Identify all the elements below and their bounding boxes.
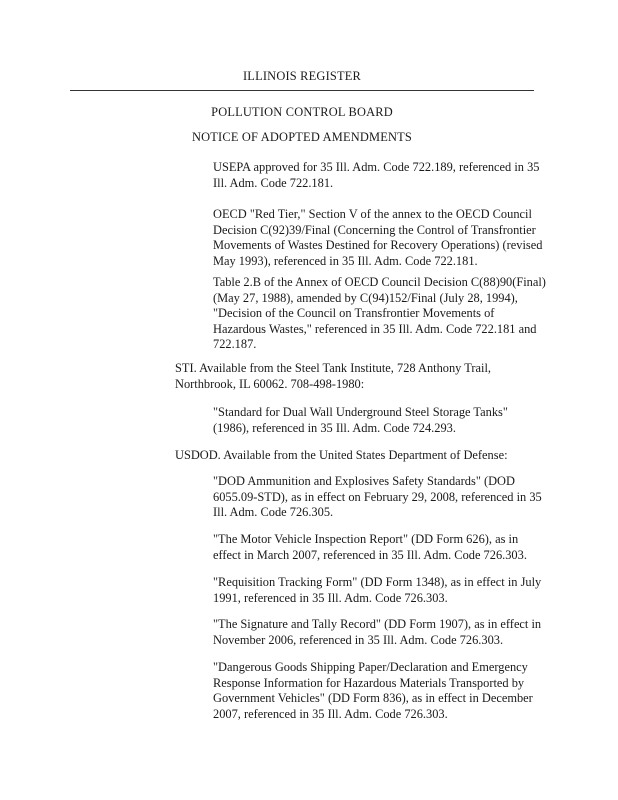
entry-line: effect in March 2007, referenced in 35 Ill. Adm. Code 726.303. bbox=[213, 547, 527, 562]
entry-line: Movements of Wastes Destined for Recovery Operations) (revised bbox=[213, 238, 543, 253]
entry-signature-tally bbox=[213, 617, 541, 648]
entry-sti-source bbox=[175, 361, 491, 392]
entry-line: Response Information for Hazardous Materials Transported by bbox=[213, 675, 525, 690]
entry-line: Decision C(92)39/Final (Concerning the Control of Transfrontier bbox=[213, 222, 536, 237]
entry-line: May 1993), referenced in 35 Ill. Adm. Code 722.181. bbox=[213, 253, 478, 268]
entry-line: Northbrook, IL 60062. 708-498-1980: bbox=[175, 376, 365, 391]
entry-line: Ill. Adm. Code 726.305. bbox=[213, 505, 334, 520]
board-name: POLLUTION CONTROL BOARD bbox=[211, 105, 393, 119]
entry-usepa-refs bbox=[213, 160, 539, 191]
entry-line: "The Signature and Tally Record" (DD Form 1907), as in effect in bbox=[213, 617, 542, 631]
entry-line: 1991, referenced in 35 Ill. Adm. Code 726.303. bbox=[213, 590, 448, 605]
entry-line: Government Vehicles" (DD Form 836), as in effect in December bbox=[213, 691, 533, 706]
entry-line: "DOD Ammunition and Explosives Safety Standards" (DOD bbox=[213, 474, 515, 488]
entry-sti-standard bbox=[213, 405, 508, 436]
register-title: ILLINOIS REGISTER bbox=[242, 69, 361, 83]
entry-line: Ill. Adm. Code 722.181. bbox=[213, 175, 334, 190]
entry-line: "Decision of the Council on Transfrontier Movements of bbox=[213, 306, 495, 321]
entry-dangerous-goods bbox=[213, 660, 533, 722]
entry-line: 722.187. bbox=[213, 337, 257, 352]
entry-line: 6055.09-STD), as in effect on February 29, 2008, referenced in 35 bbox=[213, 489, 542, 504]
entry-requisition bbox=[213, 575, 541, 606]
entry-line: "Requisition Tracking Form" (DD Form 1348), as in effect in July bbox=[213, 575, 542, 589]
entry-line: (May 27, 1988), amended by C(94)152/Final (July 28, 1994), bbox=[213, 290, 518, 305]
notice-title: NOTICE OF ADOPTED AMENDMENTS bbox=[191, 130, 413, 144]
entry-line: Hazardous Wastes," referenced in 35 Ill. Adm. Code 722.181 and bbox=[213, 321, 537, 336]
entry-line: USEPA approved for 35 Ill. Adm. Code 722.189, referenced in 35 bbox=[213, 160, 540, 174]
entry-oecd-red-tier bbox=[213, 207, 542, 269]
entry-line: USDOD. Available from the United States Department of Defense: bbox=[175, 448, 508, 462]
header-rule bbox=[70, 90, 534, 91]
entry-line: "Standard for Dual Wall Underground Steel Storage Tanks" bbox=[213, 405, 508, 419]
entry-line: OECD "Red Tier," Section V of the annex to the OECD Council bbox=[213, 207, 532, 221]
entry-line: "The Motor Vehicle Inspection Report" (DD Form 626), as in bbox=[213, 532, 519, 546]
entry-motor-vehicle bbox=[213, 532, 527, 563]
entry-dod-ammunition bbox=[213, 474, 542, 521]
entry-line: November 2006, referenced in 35 Ill. Adm. Code 726.303. bbox=[213, 632, 504, 647]
entry-oecd-table bbox=[213, 275, 546, 353]
entry-line: 2007, referenced in 35 Ill. Adm. Code 726.303. bbox=[213, 706, 448, 721]
entry-usdod-source bbox=[175, 448, 508, 464]
entry-line: (1986), referenced in 35 Ill. Adm. Code 724.293. bbox=[213, 420, 456, 435]
entry-line: "Dangerous Goods Shipping Paper/Declaration and Emergency bbox=[213, 660, 528, 674]
entry-line: Table 2.B of the Annex of OECD Council Decision C(88)90(Final) bbox=[213, 275, 546, 289]
entry-line: STI. Available from the Steel Tank Institute, 728 Anthony Trail, bbox=[175, 361, 491, 375]
